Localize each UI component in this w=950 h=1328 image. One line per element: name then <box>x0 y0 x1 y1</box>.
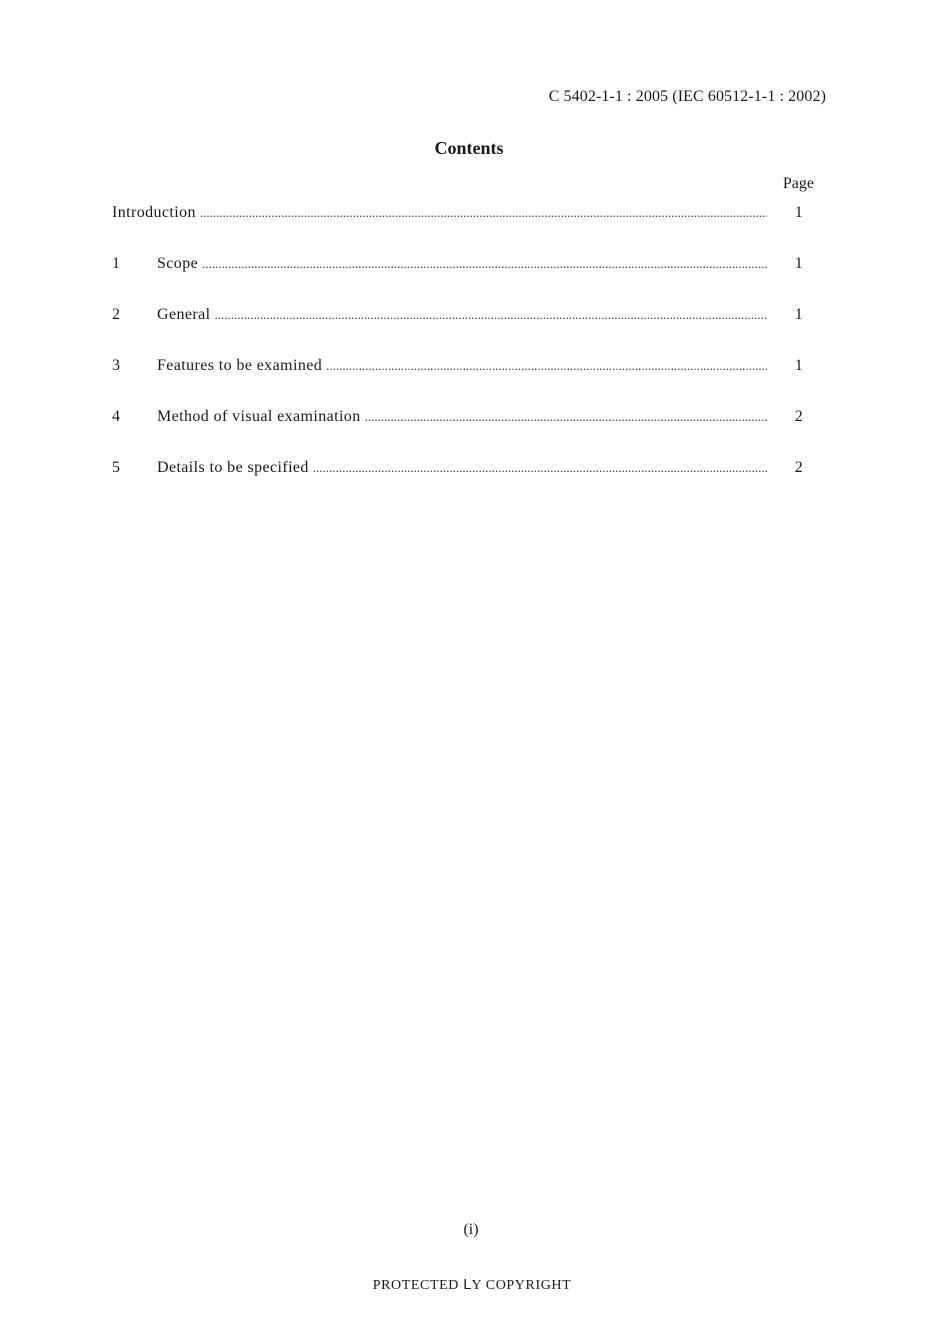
dot-leader <box>313 460 767 476</box>
toc-entry-number: 5 <box>112 459 121 476</box>
toc-entry-page: 1 <box>794 306 804 323</box>
dot-leader <box>214 307 767 323</box>
toc-entry-method <box>112 408 812 459</box>
toc-entry-scope <box>112 255 812 306</box>
toc-entry-introduction <box>112 204 812 255</box>
toc-entry-page: 1 <box>794 204 804 221</box>
toc-entry-features <box>112 357 812 408</box>
toc-entry-title: Details to be specified <box>157 459 309 476</box>
toc-entry-number: 2 <box>112 306 121 323</box>
toc-entry-page: 1 <box>794 255 804 272</box>
toc-entry-title: Scope <box>157 255 199 272</box>
toc-entry-general <box>112 306 812 357</box>
page-column-label: Page <box>782 175 814 192</box>
toc-entry-title: General <box>157 306 211 323</box>
toc-entry-number: 3 <box>112 357 121 374</box>
dot-leader <box>326 358 767 374</box>
dot-leader <box>200 205 767 221</box>
contents-heading: Contents <box>434 138 504 158</box>
page-folio: (i) <box>463 1221 479 1238</box>
toc-entry-title: Features to be examined <box>157 357 323 374</box>
toc-entry-page: 1 <box>794 357 804 374</box>
toc-entry-title: Method of visual examination <box>157 408 361 425</box>
table-of-contents <box>112 204 812 510</box>
toc-entry-page: 2 <box>794 408 804 425</box>
toc-entry-number: 1 <box>112 255 121 272</box>
toc-entry-details <box>112 459 812 510</box>
toc-entry-number: 4 <box>112 408 121 425</box>
toc-entry-title: Introduction <box>112 204 196 221</box>
toc-entry-page: 2 <box>794 459 804 476</box>
copyright-notice: PROTECTED ᒪY COPYRIGHT <box>372 1278 572 1293</box>
document-reference: C 5402-1-1 : 2005 (IEC 60512-1-1 : 2002) <box>548 88 826 105</box>
dot-leader <box>365 409 767 425</box>
dot-leader <box>202 256 767 272</box>
